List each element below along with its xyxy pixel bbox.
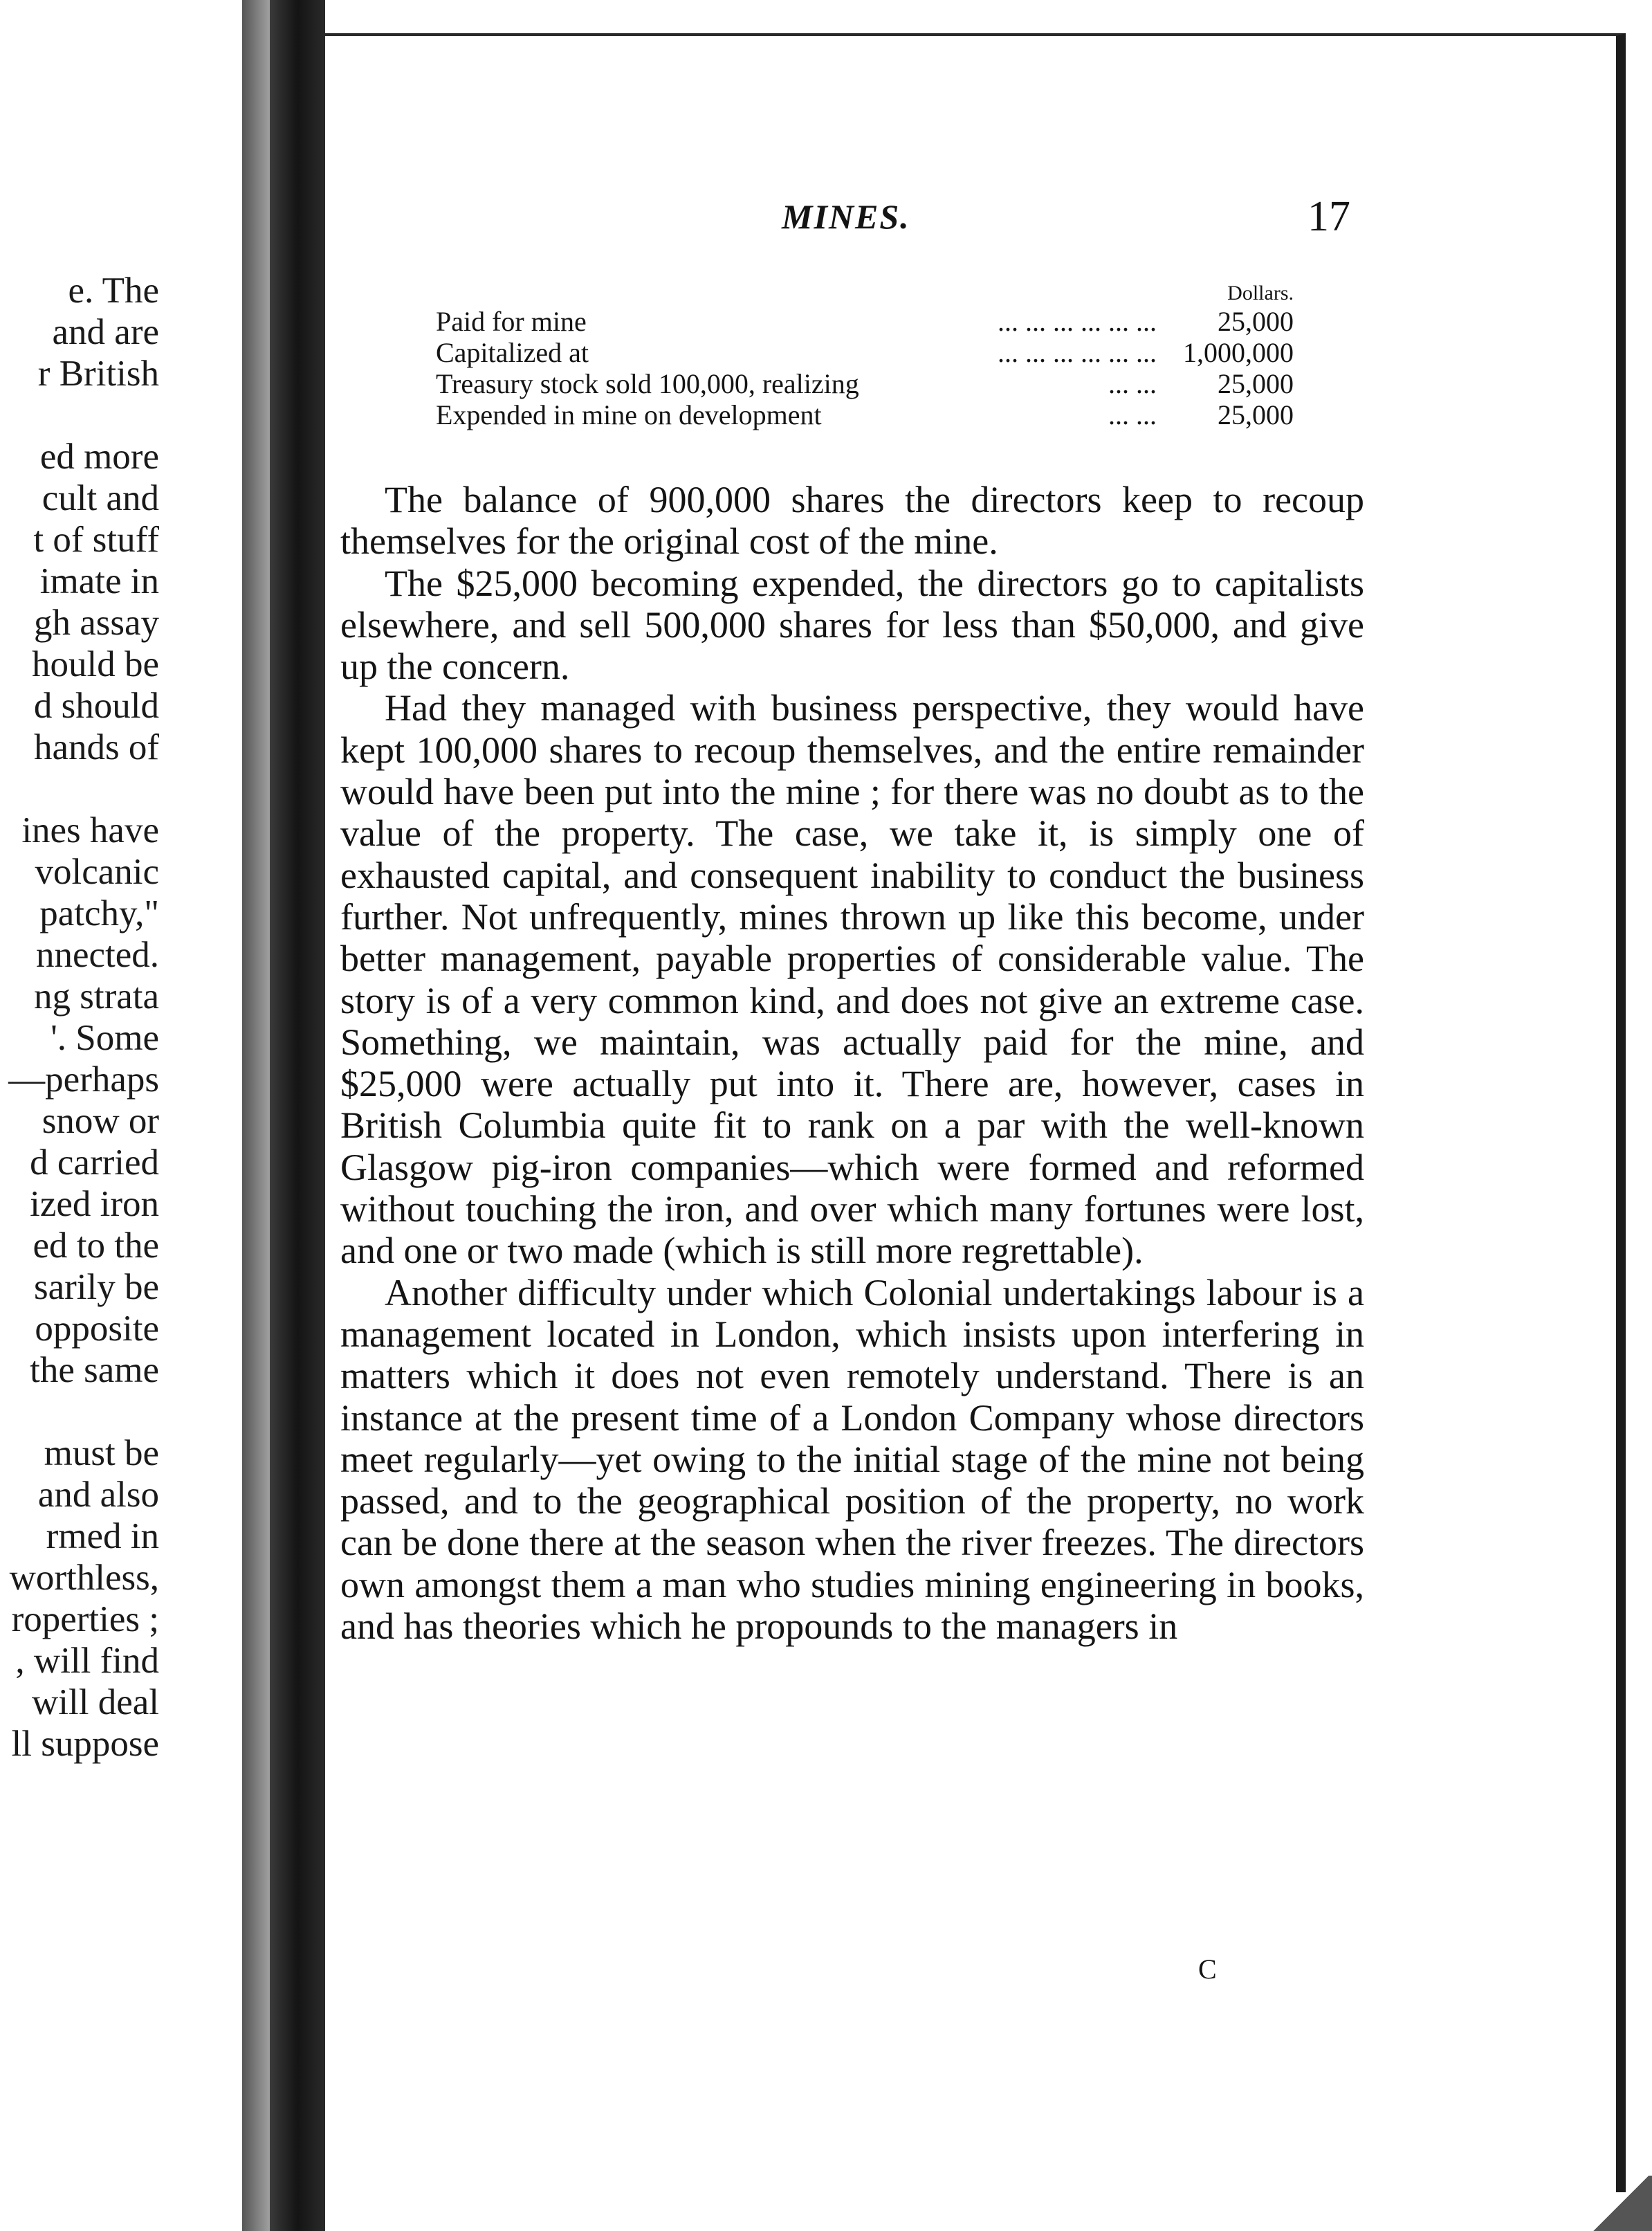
paragraph: The balance of 900,000 shares the directors keep to recoup themselves for the original cost of the mine. <box>340 479 1364 563</box>
left-text-fragment: roperties ; <box>11 1599 159 1639</box>
row-label: Capitalized at <box>436 337 589 368</box>
row-label: Treasury stock sold 100,000, realizing <box>436 368 859 399</box>
left-text-fragment: and are <box>52 312 159 352</box>
left-text-fragment: ed to the <box>33 1226 159 1266</box>
row-label: Paid for mine <box>436 306 587 337</box>
left-text-fragment: the same <box>30 1350 159 1390</box>
left-text-fragment: ll suppose <box>11 1724 159 1764</box>
table-row <box>436 306 1294 337</box>
left-text-fragment: ized iron <box>30 1184 159 1224</box>
left-text-fragment: will deal <box>32 1682 159 1722</box>
left-text-fragment: hands of <box>33 727 159 767</box>
signature-mark: C <box>1198 1954 1217 1985</box>
left-text-fragment: hould be <box>32 644 159 684</box>
financial-table <box>436 281 1294 430</box>
table-row <box>436 368 1294 399</box>
table-header-row <box>436 281 1294 306</box>
previous-page-edge <box>0 0 242 2231</box>
paragraph: Another difficulty under which Colonial undertakings labour is a management located in London, which insists upon interfering in matters which it does not even remotely understand. There is an instance at the present time of a London Company whose directors meet regularly—yet owing to the initial stage of the mine not being passed, and to the geographical position of the property, no work can be done there at the season when the river freezes. The directors own amongst them a man who studies mining engineering in books, and has theories which he propounds to the managers in <box>340 1271 1364 1648</box>
left-text-fragment: sarily be <box>33 1267 159 1307</box>
left-text-fragment: rmed in <box>46 1516 159 1556</box>
row-amount: 25,000 <box>1218 399 1294 430</box>
left-text-fragment: gh assay <box>33 603 159 643</box>
left-text-fragment: r British <box>37 354 159 394</box>
left-text-fragment: worthless, <box>9 1558 159 1598</box>
left-text-fragment: volcanic <box>35 852 159 892</box>
row-amount: 25,000 <box>1218 368 1294 399</box>
unit-header: Dollars. <box>1227 282 1294 304</box>
paragraph: The $25,000 becoming expended, the directors go to capitalists elsewhere, and sell 500,000 shares for less than $50,000, and give up the concern. <box>340 562 1364 688</box>
page-corner <box>1590 2176 1652 2231</box>
row-amount: 1,000,000 <box>1183 337 1294 368</box>
dot-leader: ... ... ... ... ... ... <box>997 337 1157 368</box>
left-text-fragment: must be <box>44 1433 159 1473</box>
table-row <box>436 399 1294 430</box>
row-label: Expended in mine on development <box>436 399 822 430</box>
current-page <box>325 33 1626 2192</box>
left-text-fragment: patchy," <box>39 893 159 934</box>
left-text-fragment: snow or <box>42 1101 159 1141</box>
left-text-fragment: ed more <box>39 437 159 477</box>
left-text-fragment: ng strata <box>33 976 159 1017</box>
dot-leader: ... ... <box>1108 399 1157 430</box>
left-text-fragment: '. Some <box>51 1018 159 1058</box>
book-spine <box>270 0 325 2231</box>
left-text-fragment: cult and <box>42 478 159 518</box>
left-text-fragment: e. The <box>68 271 159 311</box>
row-amount: 25,000 <box>1218 306 1294 337</box>
left-text-fragment: d should <box>33 686 159 726</box>
dot-leader: ... ... ... ... ... ... <box>997 306 1157 337</box>
left-text-fragment: opposite <box>35 1309 159 1349</box>
paragraph: Had they managed with business perspective, they would have kept 100,000 shares to recoup themselves, and the entire remainder would have been put into the mine ; for there was no doubt as to the value of the property. The case, we take it, is simply one of exhausted capital, and consequent inability to conduct the business further. Not unfrequently, mines thrown up like this become, under better management, payable properties of considerable value. The story is of a very common kind, and does not give an extreme case. Something, we maintain, was actually paid for the mine, and $25,000 were actually put into it. There are, however, cases in British Columbia quite fit to rank on a par with the well-known Glasgow pig-iron companies—which were formed and reformed without touching the iron, and over which many fortunes were lost, and one or two made (which is still more regrettable). <box>340 687 1364 1272</box>
body-text <box>340 479 1364 1647</box>
left-text-fragment: nnected. <box>35 935 159 975</box>
left-text-fragment: and also <box>37 1475 159 1515</box>
left-text-fragment: d carried <box>30 1142 159 1183</box>
left-text-fragment: t of stuff <box>33 520 159 560</box>
page-number: 17 <box>1307 193 1350 240</box>
table-row <box>436 337 1294 368</box>
dot-leader: ... ... <box>1108 368 1157 399</box>
left-text-fragment: , will find <box>15 1641 159 1681</box>
running-head-title: MINES. <box>782 197 910 236</box>
left-text-fragment: imate in <box>39 561 159 601</box>
left-text-fragment: —perhaps <box>8 1059 159 1100</box>
left-text-fragment: ines have <box>21 810 159 850</box>
